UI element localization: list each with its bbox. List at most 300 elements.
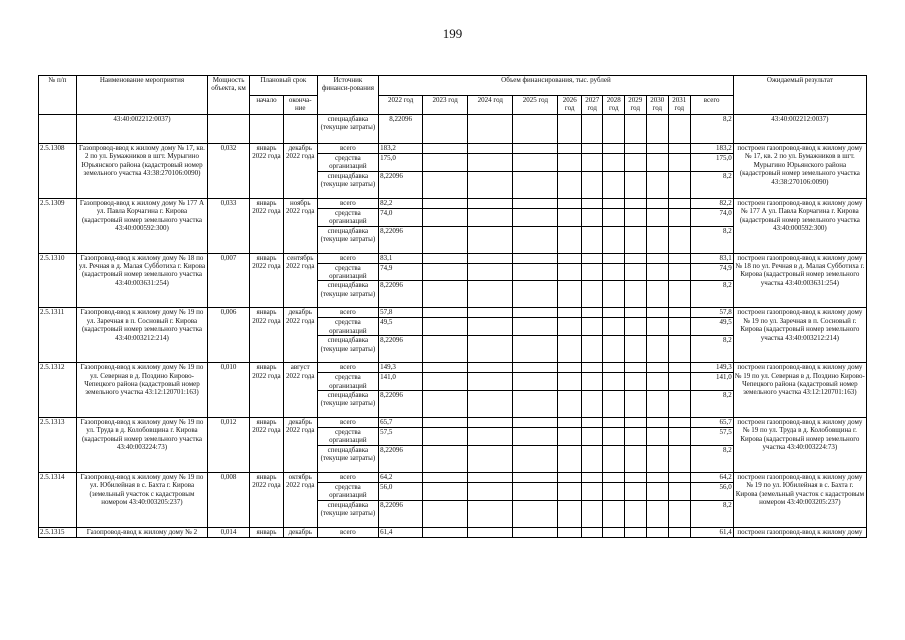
cell xyxy=(423,115,468,144)
cell xyxy=(603,226,625,253)
entry-source: средства организаций xyxy=(317,373,378,391)
cell xyxy=(558,445,582,472)
header-capacity: Мощность объекта, км xyxy=(208,76,250,115)
cell xyxy=(558,263,582,281)
header-name: Наименование мероприятия xyxy=(76,76,207,115)
entry-total: 82,2 xyxy=(690,198,733,208)
entry-total: 8,2 xyxy=(690,391,733,418)
cell xyxy=(625,428,647,446)
entry-total: 49,5 xyxy=(690,318,733,336)
header-year: 2030 год xyxy=(646,96,669,115)
cell xyxy=(468,144,513,154)
cell xyxy=(423,281,468,308)
cell xyxy=(468,373,513,391)
carry-over-source: спецнадбавка (текущие затраты) xyxy=(317,115,378,144)
entry-total: 149,3 xyxy=(690,363,733,373)
cell xyxy=(468,281,513,308)
cell xyxy=(646,445,669,472)
cell xyxy=(669,363,691,373)
entry-end: ноябрь 2022 года xyxy=(283,198,317,253)
cell xyxy=(669,226,691,253)
entry-2022: 8,22096 xyxy=(379,281,423,308)
entry-capacity: 0,007 xyxy=(208,253,250,308)
cell xyxy=(669,318,691,336)
entry-2022: 8,22096 xyxy=(379,226,423,253)
cell xyxy=(423,363,468,373)
cell xyxy=(625,281,647,308)
cell xyxy=(603,500,625,527)
entry-end: декабрь 2022 года xyxy=(283,308,317,363)
cell xyxy=(646,472,669,482)
cell xyxy=(513,391,558,418)
table-body xyxy=(39,115,867,538)
entry-source: спецнадбавка (текущие затраты) xyxy=(317,500,378,527)
entry-name: Газопровод-ввод к жилому дому № 19 по ул. Юбилейная в с. Бахта г. Кирова (земельный участок с кадастровым номером 43:40:003205:237) xyxy=(76,472,207,527)
entry-name: Газопровод-ввод к жилому дому № 2 xyxy=(76,527,207,537)
cell xyxy=(603,144,625,154)
cell xyxy=(646,318,669,336)
cell xyxy=(581,500,603,527)
entry-result: построен газопровод-ввод к жилому дому № 18 по ул. Речная в д. Малая Субботиха г. Кирова (кадастровый номер земельного участка 43:40:003631:254) xyxy=(733,253,866,308)
cell xyxy=(581,154,603,172)
cell xyxy=(468,482,513,500)
entry-total: 74,0 xyxy=(690,208,733,226)
cell xyxy=(513,318,558,336)
cell xyxy=(423,428,468,446)
cell xyxy=(625,226,647,253)
cell xyxy=(513,115,558,144)
entry-total: 8,2 xyxy=(690,281,733,308)
cell xyxy=(558,500,582,527)
cell xyxy=(603,308,625,318)
cell xyxy=(603,208,625,226)
cell xyxy=(603,373,625,391)
entry-2022: 82,2 xyxy=(379,198,423,208)
cell xyxy=(581,226,603,253)
cell xyxy=(646,144,669,154)
entry-name: Газопровод-ввод к жилому дому № 18 по ул. Речная в д. Малая Субботиха г. Кирова (кадастровый номер земельного участка 43:40:003631:254) xyxy=(76,253,207,308)
cell xyxy=(669,263,691,281)
entry-2022: 64,2 xyxy=(379,472,423,482)
cell xyxy=(468,198,513,208)
cell xyxy=(423,253,468,263)
cell xyxy=(468,472,513,482)
cell xyxy=(603,154,625,172)
cell xyxy=(513,171,558,198)
cell xyxy=(581,115,603,144)
cell xyxy=(646,363,669,373)
table-header xyxy=(39,76,867,115)
cell xyxy=(669,428,691,446)
cell xyxy=(581,253,603,263)
entry-total: 57,5 xyxy=(690,428,733,446)
cell xyxy=(468,308,513,318)
header-term-start: начало xyxy=(250,96,284,115)
cell xyxy=(603,472,625,482)
entry-total: 175,0 xyxy=(690,154,733,172)
entry-capacity: 0,010 xyxy=(208,363,250,418)
entry-2022: 8,22096 xyxy=(379,445,423,472)
cell xyxy=(513,253,558,263)
entry-2022: 149,3 xyxy=(379,363,423,373)
cell xyxy=(669,418,691,428)
cell xyxy=(625,391,647,418)
cell xyxy=(423,373,468,391)
cell xyxy=(603,391,625,418)
entry-source: спецнадбавка (текущие затраты) xyxy=(317,281,378,308)
cell xyxy=(625,115,647,144)
cell xyxy=(603,428,625,446)
cell xyxy=(646,154,669,172)
cell xyxy=(468,500,513,527)
cell xyxy=(558,318,582,336)
entry-total: 57,8 xyxy=(690,308,733,318)
header-year: 2027 год xyxy=(581,96,603,115)
entry-2022: 74,0 xyxy=(379,208,423,226)
entry-source: средства организаций xyxy=(317,428,378,446)
cell xyxy=(669,308,691,318)
entry-start: январь 2022 года xyxy=(250,363,284,418)
entry-capacity: 0,012 xyxy=(208,418,250,473)
table-row xyxy=(39,472,867,482)
cell xyxy=(513,154,558,172)
entry-capacity: 0,006 xyxy=(208,308,250,363)
header-volume: Объем финансирования, тыс. рублей xyxy=(379,76,734,96)
cell xyxy=(669,253,691,263)
cell xyxy=(581,428,603,446)
carry-over-name: 43:40:002212:0037) xyxy=(76,115,207,144)
header-term: Плановый срок xyxy=(250,76,318,96)
cell xyxy=(581,391,603,418)
cell xyxy=(558,144,582,154)
entry-name: Газопровод-ввод к жилому дому № 177 А ул. Павла Корчагина г. Кирова (кадастровый номер земельного участка 43:40:000592:300) xyxy=(76,198,207,253)
cell xyxy=(646,336,669,363)
carry-over-2022: 8,22096 xyxy=(379,115,423,144)
carry-over-num xyxy=(39,115,77,144)
entry-source: спецнадбавка (текущие затраты) xyxy=(317,445,378,472)
cell xyxy=(581,336,603,363)
cell xyxy=(423,472,468,482)
table-row xyxy=(39,144,867,154)
entry-end: декабрь 2022 года xyxy=(283,418,317,473)
entry-total: 74,9 xyxy=(690,263,733,281)
header-num: № п/п xyxy=(39,76,77,115)
entry-2022: 8,22096 xyxy=(379,391,423,418)
entry-2022: 183,2 xyxy=(379,144,423,154)
cell xyxy=(423,482,468,500)
entry-source: средства организаций xyxy=(317,154,378,172)
entry-end: август 2022 года xyxy=(283,363,317,418)
entry-result: построен газопровод-ввод к жилому дому № 19 по ул. Труда в д. Колобовщина г. Кирова (кадастровый номер земельного участка 43:40:003224:73) xyxy=(733,418,866,473)
cell xyxy=(603,253,625,263)
header-year: 2023 год xyxy=(423,96,468,115)
cell xyxy=(558,472,582,482)
cell xyxy=(513,472,558,482)
cell xyxy=(625,500,647,527)
cell xyxy=(669,482,691,500)
cell xyxy=(423,418,468,428)
financing-table xyxy=(38,75,867,538)
entry-total: 141,0 xyxy=(690,373,733,391)
cell xyxy=(423,263,468,281)
cell xyxy=(558,428,582,446)
cell xyxy=(423,144,468,154)
cell xyxy=(513,373,558,391)
entry-2022: 8,22096 xyxy=(379,336,423,363)
table-row xyxy=(39,418,867,428)
cell xyxy=(603,318,625,336)
cell xyxy=(581,198,603,208)
cell xyxy=(513,208,558,226)
entry-source: всего xyxy=(317,253,378,263)
entry-total: 65,7 xyxy=(690,418,733,428)
cell xyxy=(558,253,582,263)
cell xyxy=(423,445,468,472)
entry-2022: 74,9 xyxy=(379,263,423,281)
header-result: Ожидаемый результат xyxy=(733,76,866,115)
cell xyxy=(646,391,669,418)
cell xyxy=(646,527,669,537)
cell xyxy=(423,391,468,418)
entry-start: январь xyxy=(250,527,284,537)
entry-capacity: 0,032 xyxy=(208,144,250,199)
cell xyxy=(646,281,669,308)
entry-start: январь 2022 года xyxy=(250,253,284,308)
cell xyxy=(646,226,669,253)
entry-source: всего xyxy=(317,198,378,208)
cell xyxy=(513,336,558,363)
cell xyxy=(558,208,582,226)
entry-source: спецнадбавка (текущие затраты) xyxy=(317,336,378,363)
cell xyxy=(468,318,513,336)
entry-total: 8,2 xyxy=(690,226,733,253)
entry-total: 61,4 xyxy=(690,527,733,537)
cell xyxy=(646,171,669,198)
cell xyxy=(646,263,669,281)
cell xyxy=(513,445,558,472)
entry-2022: 8,22096 xyxy=(379,500,423,527)
cell xyxy=(581,208,603,226)
entry-start: январь 2022 года xyxy=(250,418,284,473)
cell xyxy=(625,171,647,198)
cell xyxy=(603,263,625,281)
entry-result: построен газопровод-ввод к жилому дому № 17, кв. 2 по ул. Бумажников в шгт. Мурыгино Юрьянского района (кадастровый номер земельного участка 43:38:270106:0090) xyxy=(733,144,866,199)
entry-num: 2.5.1309 xyxy=(39,198,77,253)
table-row xyxy=(39,363,867,373)
entry-source: спецнадбавка (текущие затраты) xyxy=(317,391,378,418)
cell xyxy=(625,527,647,537)
entry-source: средства организаций xyxy=(317,263,378,281)
cell xyxy=(646,208,669,226)
cell xyxy=(625,336,647,363)
cell xyxy=(468,418,513,428)
cell xyxy=(513,363,558,373)
entry-total: 8,2 xyxy=(690,500,733,527)
carry-over-row xyxy=(39,115,867,144)
entry-end: сентябрь 2022 года xyxy=(283,253,317,308)
cell xyxy=(558,391,582,418)
cell xyxy=(603,418,625,428)
cell xyxy=(603,482,625,500)
cell xyxy=(625,418,647,428)
cell xyxy=(603,281,625,308)
cell xyxy=(603,336,625,363)
entry-num: 2.5.1308 xyxy=(39,144,77,199)
cell xyxy=(581,373,603,391)
table-row xyxy=(39,198,867,208)
cell xyxy=(468,171,513,198)
cell xyxy=(423,336,468,363)
header-year: 2024 год xyxy=(468,96,513,115)
entry-end: октябрь 2022 года xyxy=(283,472,317,527)
cell xyxy=(468,154,513,172)
entry-source: средства организаций xyxy=(317,482,378,500)
cell xyxy=(468,428,513,446)
entry-result: построен газопровод-ввод к жилому дому № 19 по ул. Юбилейная в с. Бахта г. Кирова (земельный участок с кадастровым номером 43:40:003205:237) xyxy=(733,472,866,527)
cell xyxy=(558,281,582,308)
entry-name: Газопровод-ввод к жилому дому № 19 по ул. Заречная в п. Сосновый г. Кирова (кадастровый номер земельного участка 43:40:003212:214) xyxy=(76,308,207,363)
entry-start: январь 2022 года xyxy=(250,144,284,199)
cell xyxy=(468,336,513,363)
cell xyxy=(669,198,691,208)
cell xyxy=(646,418,669,428)
entry-end: декабрь 2022 года xyxy=(283,144,317,199)
entry-2022: 175,0 xyxy=(379,154,423,172)
cell xyxy=(423,318,468,336)
cell xyxy=(558,527,582,537)
header-term-end: оконча-ние xyxy=(283,96,317,115)
carry-over-end xyxy=(283,115,317,144)
entry-2022: 56,0 xyxy=(379,482,423,500)
cell xyxy=(468,253,513,263)
cell xyxy=(603,527,625,537)
cell xyxy=(558,418,582,428)
cell xyxy=(625,263,647,281)
cell xyxy=(669,472,691,482)
entry-total: 8,2 xyxy=(690,336,733,363)
entry-total: 56,0 xyxy=(690,482,733,500)
cell xyxy=(603,198,625,208)
cell xyxy=(558,363,582,373)
cell xyxy=(646,308,669,318)
entry-source: спецнадбавка (текущие затраты) xyxy=(317,171,378,198)
entry-num: 2.5.1315 xyxy=(39,527,77,537)
entry-source: всего xyxy=(317,527,378,537)
entry-total: 8,2 xyxy=(690,445,733,472)
cell xyxy=(558,336,582,363)
entry-name: Газопровод-ввод к жилому дому № 17, кв. 2 по ул. Бумажников в шгт. Мурыгино Юрьянского района (кадастровый номер земельного участка 43:38:270106:0090) xyxy=(76,144,207,199)
entry-source: всего xyxy=(317,308,378,318)
cell xyxy=(513,428,558,446)
table-row xyxy=(39,308,867,318)
entry-result: построен газопровод-ввод к жилому дому xyxy=(733,527,866,537)
cell xyxy=(581,281,603,308)
cell xyxy=(513,198,558,208)
cell xyxy=(669,527,691,537)
entry-2022: 8,22096 xyxy=(379,171,423,198)
cell xyxy=(513,263,558,281)
entry-start: январь 2022 года xyxy=(250,198,284,253)
entry-result: построен газопровод-ввод к жилому дому № 177 А ул. Павла Корчагина г. Кирова (кадастровый номер земельного участка 43:40:000592:300) xyxy=(733,198,866,253)
entry-source: всего xyxy=(317,144,378,154)
cell xyxy=(646,482,669,500)
entry-2022: 49,5 xyxy=(379,318,423,336)
entry-name: Газопровод-ввод к жилому дому № 19 по ул. Труда в д. Колобовщина г. Кирова (кадастровый номер земельного участка 43:40:003224:73) xyxy=(76,418,207,473)
entry-num: 2.5.1311 xyxy=(39,308,77,363)
entry-end: декабрь xyxy=(283,527,317,537)
carry-over-start xyxy=(250,115,284,144)
entry-name: Газопровод-ввод к жилому дому № 19 по ул. Северная в д. Поздино Кирово-Чепецкого района (кадастровый номер земельного участка 43:12:120701:163) xyxy=(76,363,207,418)
cell xyxy=(581,308,603,318)
cell xyxy=(625,308,647,318)
header-year: 2031 год xyxy=(669,96,691,115)
header-year: 2028 год xyxy=(603,96,625,115)
cell xyxy=(513,527,558,537)
cell xyxy=(423,171,468,198)
table-row xyxy=(39,527,867,537)
cell xyxy=(581,527,603,537)
cell xyxy=(468,263,513,281)
header-total: всего xyxy=(690,96,733,115)
entry-source: средства организаций xyxy=(317,208,378,226)
entry-source: всего xyxy=(317,363,378,373)
cell xyxy=(513,281,558,308)
entry-2022: 61,4 xyxy=(379,527,423,537)
cell xyxy=(669,336,691,363)
entry-source: средства организаций xyxy=(317,318,378,336)
entry-total: 83,1 xyxy=(690,253,733,263)
entry-2022: 83,1 xyxy=(379,253,423,263)
entry-num: 2.5.1313 xyxy=(39,418,77,473)
cell xyxy=(646,500,669,527)
cell xyxy=(603,445,625,472)
cell xyxy=(625,198,647,208)
entry-2022: 141,0 xyxy=(379,373,423,391)
entry-2022: 65,7 xyxy=(379,418,423,428)
cell xyxy=(513,226,558,253)
cell xyxy=(513,144,558,154)
header-year: 2026 год xyxy=(558,96,582,115)
cell xyxy=(625,144,647,154)
entry-num: 2.5.1312 xyxy=(39,363,77,418)
cell xyxy=(558,373,582,391)
cell xyxy=(625,208,647,226)
entry-total: 183,2 xyxy=(690,144,733,154)
entry-2022: 57,8 xyxy=(379,308,423,318)
table-row xyxy=(39,253,867,263)
cell xyxy=(669,115,691,144)
cell xyxy=(669,208,691,226)
cell xyxy=(513,308,558,318)
cell xyxy=(646,373,669,391)
cell xyxy=(468,115,513,144)
cell xyxy=(513,500,558,527)
cell xyxy=(603,363,625,373)
cell xyxy=(581,263,603,281)
entry-capacity: 0,014 xyxy=(208,527,250,537)
entry-total: 64,2 xyxy=(690,472,733,482)
entry-start: январь 2022 года xyxy=(250,308,284,363)
entry-result: построен газопровод-ввод к жилому дому № 19 по ул. Заречная в п. Сосновый г. Кирова (кадастровый номер земельного участка 43:40:003212:214) xyxy=(733,308,866,363)
cell xyxy=(646,115,669,144)
cell xyxy=(558,226,582,253)
cell xyxy=(513,418,558,428)
cell xyxy=(581,445,603,472)
cell xyxy=(468,391,513,418)
cell xyxy=(581,472,603,482)
cell xyxy=(423,198,468,208)
header-source: Источник финанси-рования xyxy=(317,76,378,115)
